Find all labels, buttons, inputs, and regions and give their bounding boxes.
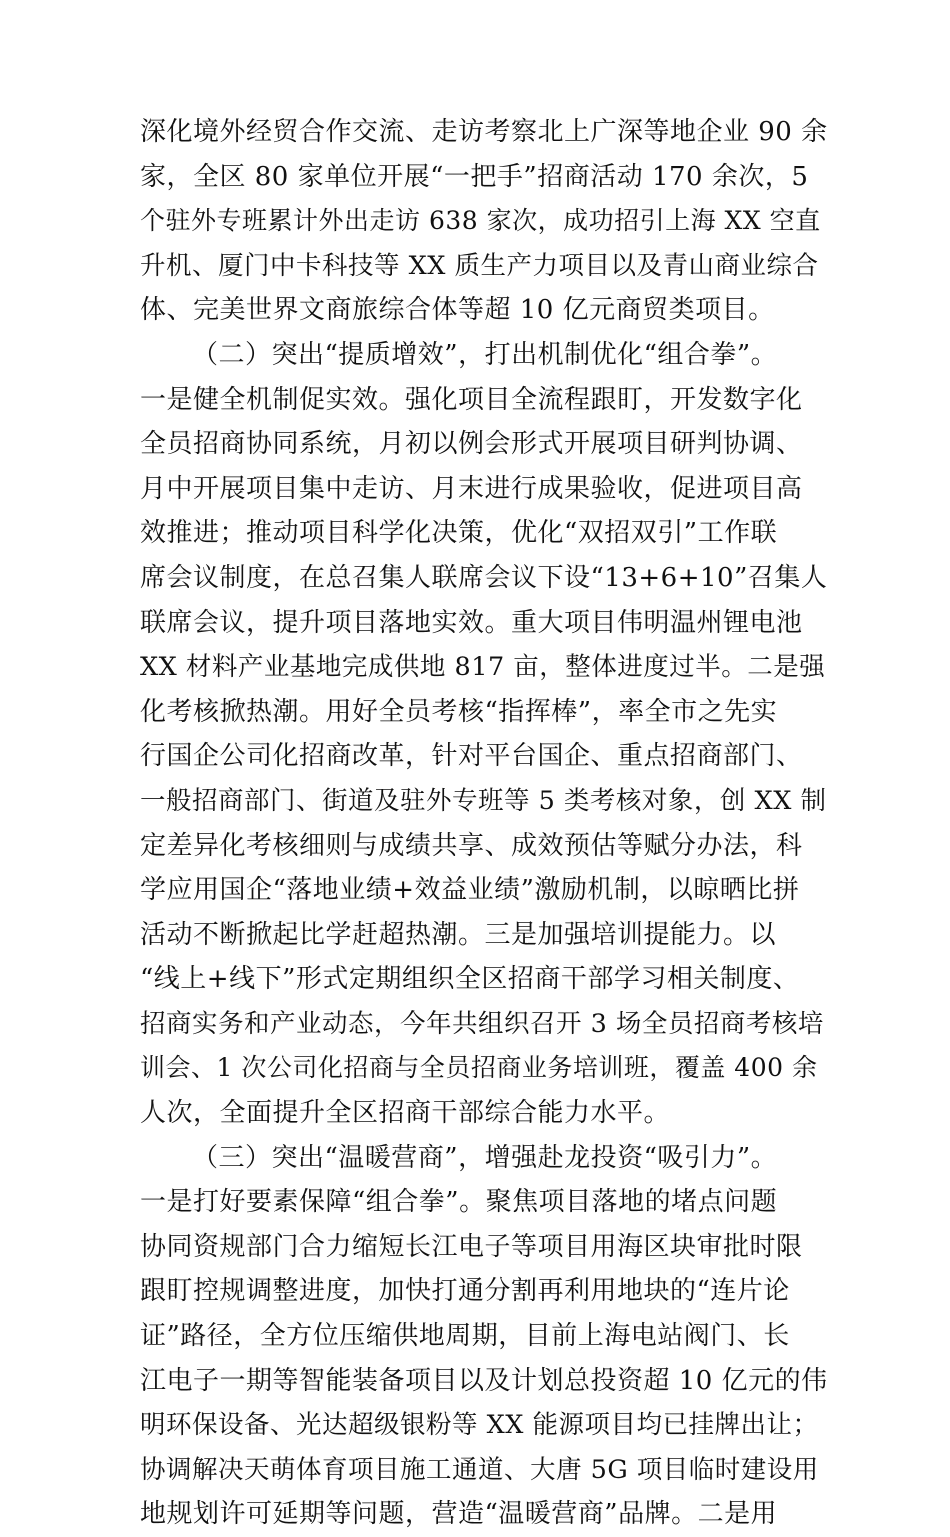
paragraph-line: 行国企公司化招商改革，针对平台国企、重点招商部门、 [140, 741, 803, 772]
paragraph-line: 活动不断掀起比学赶超热潮。三是加强培训提能力。以 [140, 919, 777, 950]
paragraph-line: 人次，全面提升全区招商干部综合能力水平。 [140, 1098, 671, 1129]
paragraph-line: 明环保设备、光达超级银粉等 XX 能源项目均已挂牌出让； [140, 1410, 819, 1441]
paragraph-line: 协调解决天萌体育项目施工通道、大唐 5G 项目临时建设用 [140, 1454, 819, 1485]
paragraph-line: “线上+线下”形式定期组织全区招商干部学习相关制度、 [140, 964, 800, 995]
paragraph-line: 地规划许可延期等问题，营造“温暖营商”品牌。二是用 [140, 1499, 778, 1530]
section-heading-line: （二）突出“提质增效”，打出机制优化“组合拳”。 [192, 339, 778, 370]
paragraph-line: 协同资规部门合力缩短长江电子等项目用海区块审批时限 [140, 1231, 803, 1262]
paragraph-line: 体、完美世界文商旅综合体等超 10 亿元商贸类项目。 [140, 295, 775, 326]
paragraph-line: 江电子一期等智能装备项目以及计划总投资超 10 亿元的伟 [140, 1365, 828, 1396]
paragraph-line: 联席会议，提升项目落地实效。重大项目伟明温州锂电池 [140, 607, 803, 638]
section-heading-line: （三）突出“温暖营商”，增强赴龙投资“吸引力”。 [192, 1142, 778, 1173]
paragraph-line: 效推进；推动项目科学化决策，优化“双招双引”工作联 [140, 518, 778, 549]
paragraph-line: XX 材料产业基地完成供地 817 亩，整体进度过半。二是强 [140, 652, 826, 683]
paragraph-line: 化考核掀热潮。用好全员考核“指挥棒”，率全市之先实 [140, 696, 778, 727]
paragraph-line: 个驻外专班累计外出走访 638 家次，成功招引上海 XX 空直 [140, 206, 821, 236]
paragraph-line: 升机、厦门中卡科技等 XX 质生产力项目以及青山商业综合 [140, 250, 819, 281]
paragraph-line: 一般招商部门、街道及驻外专班等 5 类考核对象，创 XX 制 [140, 785, 827, 816]
paragraph-line: 席会议制度，在总召集人联席会议下设“13+6+10”召集人 [140, 562, 828, 593]
paragraph-line: 深化境外经贸合作交流、走访考察北上广深等地企业 90 余 [140, 117, 828, 147]
paragraph-line: 一是打好要素保障“组合拳”。聚焦项目落地的堵点问题 [140, 1187, 778, 1218]
paragraph-line: 学应用国企“落地业绩+效益业绩”激励机制，以晾晒比拼 [140, 875, 800, 906]
paragraph-line: 招商实务和产业动态，今年共组织召开 3 场全员招商考核培 [140, 1008, 824, 1039]
paragraph-line: 一是健全机制促实效。强化项目全流程跟盯，开发数字化 [140, 384, 803, 415]
paragraph-line: 证”路径，全方位压缩供地周期，目前上海电站阀门、长 [140, 1321, 790, 1352]
paragraph-line: 定差异化考核细则与成绩共享、成效预估等赋分办法，科 [140, 830, 803, 861]
paragraph-line: 月中开展项目集中走访、月末进行成果验收，促进项目高 [140, 473, 803, 504]
body-text [140, 110, 830, 1537]
paragraph-line: 跟盯控规调整进度，加快打通分割再利用地块的“连片论 [140, 1276, 790, 1307]
paragraph-line: 全员招商协同系统，月初以例会形式开展项目研判协调、 [140, 429, 803, 460]
paragraph-line: 家，全区 80 家单位开展“一把手”招商活动 170 余次，5 [140, 161, 809, 192]
paragraph-line: 训会、1 次公司化招商与全员招商业务培训班，覆盖 400 余 [140, 1053, 818, 1083]
